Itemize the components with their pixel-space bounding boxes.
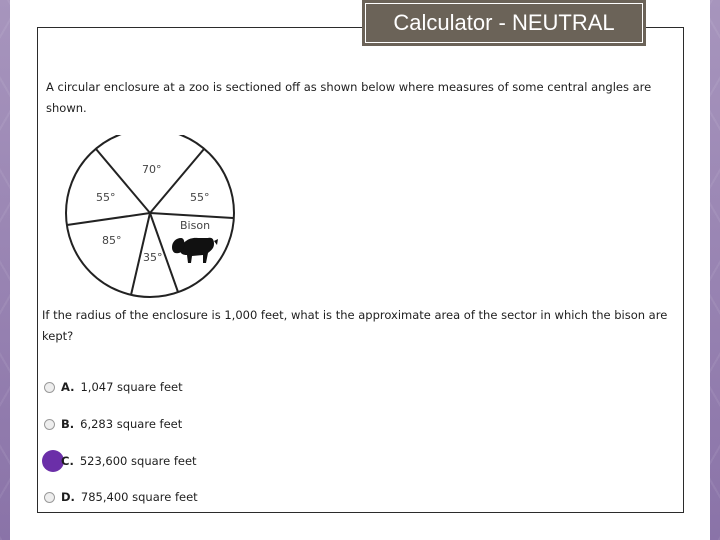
radius-line	[67, 213, 150, 225]
choice-text: 523,600 square feet	[79, 454, 197, 468]
choice-text: 785,400 square feet	[80, 490, 198, 504]
question-text: A circular enclosure at a zoo is sectioned off as shown below where measures of some central angles are shown.	[46, 80, 652, 115]
circle-diagram	[58, 135, 248, 305]
calculator-label: Calculator - NEUTRAL	[362, 0, 646, 46]
choice-text: 6,283 square feet	[80, 417, 183, 431]
angle-label: 85°	[102, 234, 122, 247]
sector-label: Bison	[180, 219, 211, 232]
angle-label: 55°	[96, 191, 116, 204]
choice-text: 1,047 square feet	[80, 380, 183, 394]
angle-label: 55°	[190, 191, 210, 204]
choice-letter: D.	[61, 490, 75, 504]
choice-letter: A.	[61, 380, 75, 394]
angle-label: 70°	[142, 163, 162, 176]
choice-letter: C.	[61, 454, 74, 468]
radio-button[interactable]	[44, 492, 55, 503]
choice-b[interactable]	[44, 414, 182, 434]
choice-c[interactable]	[44, 451, 197, 471]
radio-button[interactable]	[44, 382, 55, 393]
bison-icon	[172, 238, 218, 263]
radius-line	[150, 213, 233, 218]
prompt-text: If the radius of the enclosure is 1,000 feet, what is the approximate area of the sector in which the bison are kept?	[42, 308, 668, 343]
choice-letter: B.	[61, 417, 75, 431]
angle-label: 35°	[143, 251, 163, 264]
choice-d[interactable]	[44, 487, 198, 507]
radio-button[interactable]	[44, 419, 55, 430]
choice-a[interactable]	[44, 377, 183, 397]
